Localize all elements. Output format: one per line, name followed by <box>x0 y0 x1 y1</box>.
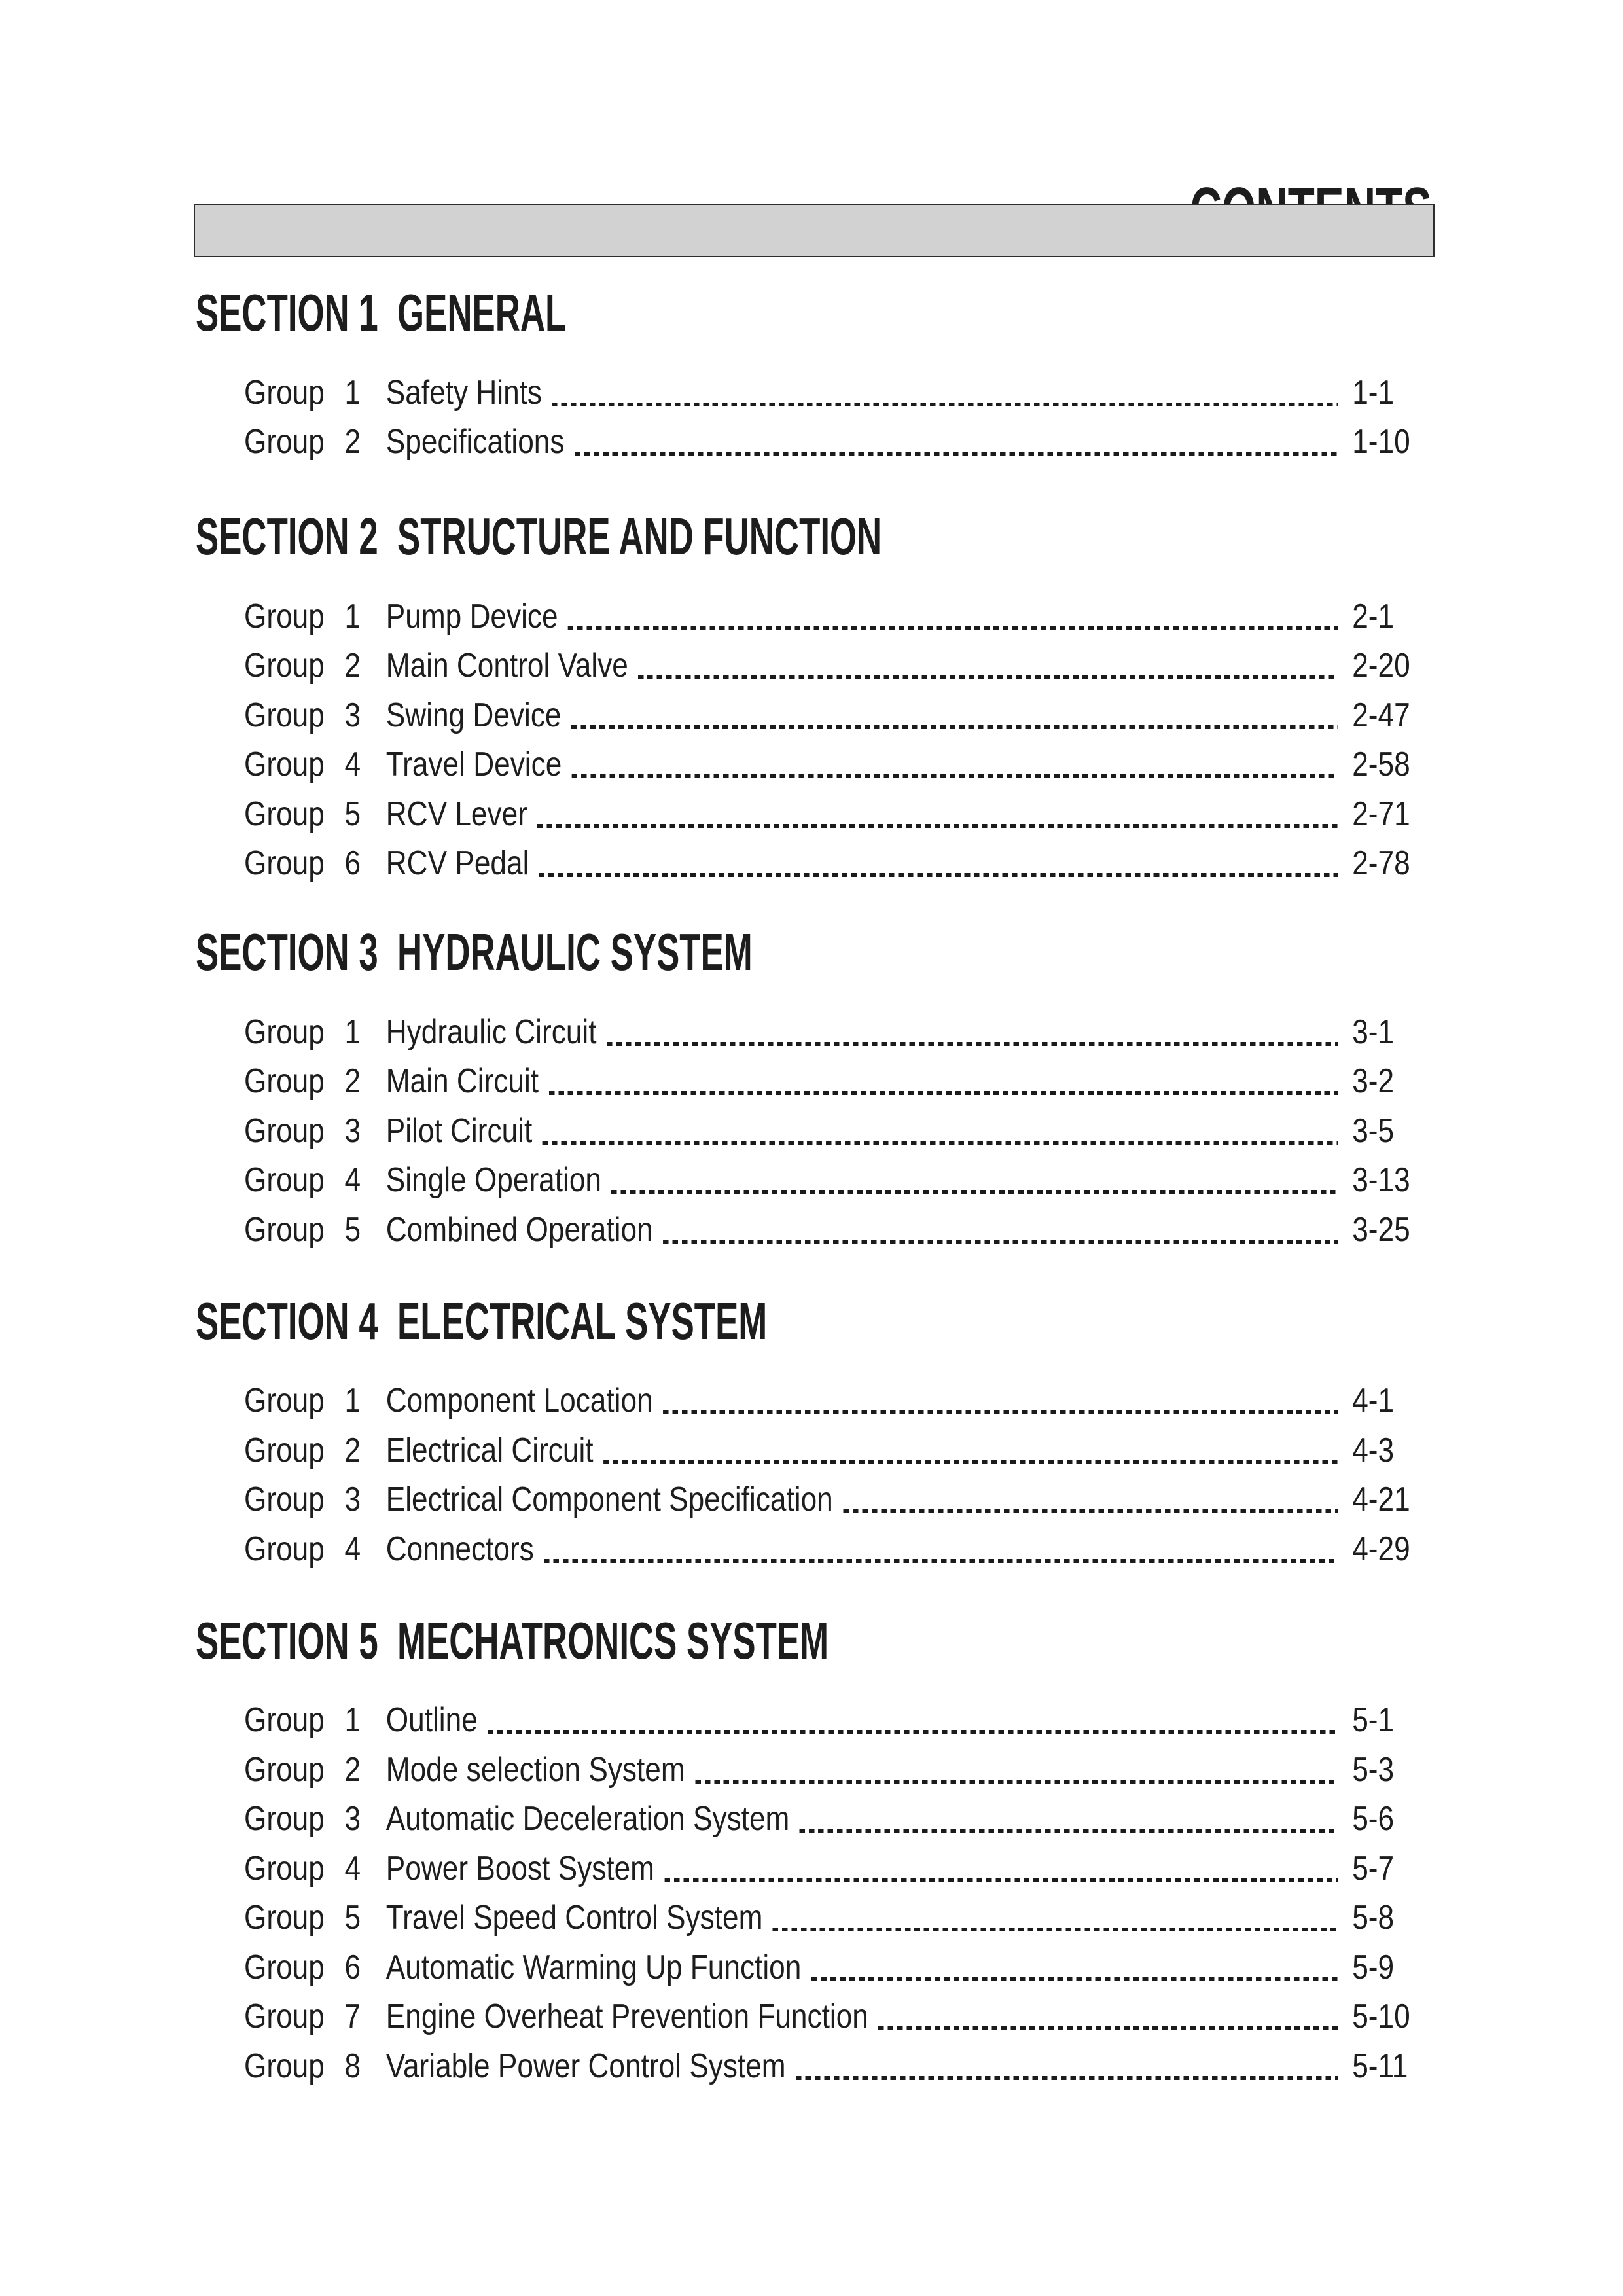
section-heading <box>196 923 1623 981</box>
toc-row <box>244 418 1414 467</box>
group-label: Group <box>244 1750 325 1789</box>
page-ref: 5-1 <box>1352 1701 1395 1740</box>
group-title: Single Operation <box>385 1161 602 1200</box>
group-number: 1 <box>344 1382 361 1420</box>
dot-leader <box>603 1460 1338 1464</box>
toc-row <box>244 1205 1414 1255</box>
toc-row <box>244 1426 1414 1475</box>
section-heading <box>196 507 1623 565</box>
group-title: Electrical Component Specification <box>385 1480 833 1519</box>
dot-leader <box>539 873 1338 877</box>
group-number: 6 <box>344 1948 361 1986</box>
group-label: Group <box>244 1111 325 1150</box>
group-label: Group <box>244 1480 325 1519</box>
group-title: Outline <box>385 1701 478 1740</box>
group-number: 2 <box>344 1750 361 1789</box>
group-number: 6 <box>344 844 361 883</box>
toc-row <box>244 839 1414 889</box>
page-ref: 1-10 <box>1352 423 1410 461</box>
dot-leader <box>548 1091 1338 1095</box>
page-ref: 3-5 <box>1352 1111 1395 1150</box>
toc-section <box>0 923 1623 1255</box>
page-ref: 2-58 <box>1352 745 1410 784</box>
toc-row <box>244 1893 1414 1943</box>
group-number: 3 <box>344 696 361 734</box>
group-title: Automatic Warming Up Function <box>385 1948 802 1986</box>
page-ref: 5-7 <box>1352 1849 1395 1888</box>
group-number: 5 <box>344 795 361 833</box>
dot-leader <box>572 774 1338 778</box>
group-number: 8 <box>344 2047 361 2085</box>
toc-row <box>244 1376 1414 1426</box>
group-title: Swing Device <box>385 696 562 734</box>
section-heading-text: SECTION 3 HYDRAULIC SYSTEM <box>196 923 753 981</box>
dot-leader <box>796 2076 1338 2080</box>
page-ref: 4-29 <box>1352 1530 1410 1568</box>
group-number: 4 <box>344 1530 361 1568</box>
page-ref: 4-21 <box>1352 1480 1410 1519</box>
group-label: Group <box>244 1998 325 2036</box>
toc-row <box>244 2041 1414 2091</box>
group-label: Group <box>244 647 325 685</box>
group-label: Group <box>244 1382 325 1420</box>
section-rows <box>0 592 1623 888</box>
page-ref: 3-13 <box>1352 1161 1410 1200</box>
dot-leader <box>552 403 1338 406</box>
group-label: Group <box>244 696 325 734</box>
toc-section <box>0 507 1623 888</box>
group-title: Travel Speed Control System <box>385 1899 763 1937</box>
group-label: Group <box>244 423 325 461</box>
group-title: Component Location <box>385 1382 653 1420</box>
group-number: 4 <box>344 745 361 784</box>
group-title: Pump Device <box>385 597 558 636</box>
toc-row <box>244 592 1414 641</box>
group-number: 2 <box>344 647 361 685</box>
section-heading <box>196 283 1623 342</box>
toc-row <box>244 1992 1414 2042</box>
page-ref: 2-78 <box>1352 844 1410 883</box>
toc-row <box>244 1795 1414 1844</box>
group-label: Group <box>244 1849 325 1888</box>
dot-leader <box>575 452 1338 456</box>
dot-leader <box>695 1780 1338 1784</box>
group-label: Group <box>244 1013 325 1051</box>
dot-leader <box>571 725 1338 729</box>
page-ref: 4-1 <box>1352 1382 1395 1420</box>
toc-row <box>244 740 1414 790</box>
section-rows <box>0 1007 1623 1255</box>
toc-section <box>0 283 1623 467</box>
page-ref: 5-3 <box>1352 1750 1395 1789</box>
toc-row <box>244 1524 1414 1574</box>
group-number: 3 <box>344 1111 361 1150</box>
group-number: 4 <box>344 1849 361 1888</box>
group-number: 5 <box>344 1899 361 1937</box>
page-ref: 3-25 <box>1352 1210 1410 1249</box>
page-ref: 5-8 <box>1352 1899 1395 1937</box>
toc-row <box>244 1844 1414 1893</box>
page-ref: 2-20 <box>1352 647 1410 685</box>
dot-leader <box>773 1928 1338 1931</box>
group-title: Main Control Valve <box>385 647 628 685</box>
page-ref: 5-9 <box>1352 1948 1395 1986</box>
toc-row <box>244 1007 1414 1057</box>
section-rows <box>0 1376 1623 1574</box>
group-number: 1 <box>344 373 361 412</box>
group-label: Group <box>244 1161 325 1200</box>
group-number: 5 <box>344 1210 361 1249</box>
group-title: Hydraulic Circuit <box>385 1013 597 1051</box>
group-number: 7 <box>344 1998 361 2036</box>
group-title: Combined Operation <box>385 1210 653 1249</box>
group-label: Group <box>244 1062 325 1101</box>
page-ref: 2-47 <box>1352 696 1410 734</box>
group-number: 2 <box>344 1431 361 1469</box>
dot-leader <box>568 626 1338 630</box>
group-title: Safety Hints <box>385 373 543 412</box>
group-label: Group <box>244 373 325 412</box>
group-label: Group <box>244 1899 325 1937</box>
group-title: Variable Power Control System <box>385 2047 786 2085</box>
section-heading <box>196 1291 1623 1350</box>
group-number: 1 <box>344 1701 361 1740</box>
dot-leader <box>843 1509 1338 1513</box>
dot-leader <box>664 1878 1338 1882</box>
dot-leader <box>544 1559 1338 1563</box>
toc-row <box>244 789 1414 839</box>
dot-leader <box>488 1730 1338 1734</box>
toc-row <box>244 641 1414 691</box>
dot-leader <box>611 1190 1338 1194</box>
page-ref: 2-71 <box>1352 795 1410 833</box>
section-heading-text: SECTION 2 STRUCTURE AND FUNCTION <box>196 507 882 565</box>
toc-row <box>244 1696 1414 1746</box>
page-ref: 3-2 <box>1352 1062 1395 1101</box>
group-title: Specifications <box>385 423 565 461</box>
section-heading-text: SECTION 1 GENERAL <box>196 283 567 342</box>
toc-row <box>244 1475 1414 1525</box>
page-ref: 5-10 <box>1352 1998 1410 2036</box>
dot-leader <box>537 824 1338 828</box>
group-title: Main Circuit <box>385 1062 539 1101</box>
section-heading <box>196 1611 1623 1670</box>
group-label: Group <box>244 1431 325 1469</box>
group-title: Travel Device <box>385 745 562 784</box>
dot-leader <box>607 1042 1338 1046</box>
toc-row <box>244 1156 1414 1206</box>
toc-row <box>244 1106 1414 1156</box>
section-rows <box>0 1696 1623 2091</box>
dot-leader <box>638 675 1338 679</box>
page-ref: 5-11 <box>1352 2047 1408 2085</box>
group-label: Group <box>244 1948 325 1986</box>
group-label: Group <box>244 795 325 833</box>
group-title: Automatic Deceleration System <box>385 1800 790 1839</box>
group-title: Pilot Circuit <box>385 1111 533 1150</box>
section-heading-text: SECTION 5 MECHATRONICS SYSTEM <box>196 1611 829 1670</box>
group-title: Mode selection System <box>385 1750 685 1789</box>
toc-row <box>244 1943 1414 1992</box>
group-label: Group <box>244 1210 325 1249</box>
toc-row <box>244 691 1414 740</box>
dot-leader <box>543 1141 1338 1145</box>
group-title: Electrical Circuit <box>385 1431 594 1469</box>
group-title: RCV Pedal <box>385 844 529 883</box>
group-label: Group <box>244 2047 325 2085</box>
group-title: RCV Lever <box>385 795 527 833</box>
group-number: 1 <box>344 1013 361 1051</box>
dot-leader <box>663 1410 1338 1414</box>
dot-leader <box>800 1829 1338 1833</box>
toc-row <box>244 1745 1414 1795</box>
group-number: 1 <box>344 597 361 636</box>
dot-leader <box>878 2026 1338 2030</box>
group-label: Group <box>244 844 325 883</box>
page-ref: 1-1 <box>1352 373 1395 412</box>
section-heading-text: SECTION 4 ELECTRICAL SYSTEM <box>196 1291 768 1350</box>
section-rows <box>0 368 1623 467</box>
group-number: 2 <box>344 423 361 461</box>
group-label: Group <box>244 597 325 636</box>
group-label: Group <box>244 1530 325 1568</box>
page-ref: 4-3 <box>1352 1431 1395 1469</box>
group-label: Group <box>244 1800 325 1839</box>
page-ref: 5-6 <box>1352 1800 1395 1839</box>
toc-row <box>244 368 1414 418</box>
group-label: Group <box>244 1701 325 1740</box>
group-title: Engine Overheat Prevention Function <box>385 1998 868 2036</box>
group-number: 3 <box>344 1800 361 1839</box>
group-number: 3 <box>344 1480 361 1519</box>
group-title: Connectors <box>385 1530 534 1568</box>
group-number: 4 <box>344 1161 361 1200</box>
page-ref: 3-1 <box>1352 1013 1395 1051</box>
toc-section <box>0 1611 1623 2091</box>
toc-row <box>244 1057 1414 1107</box>
group-title: Power Boost System <box>385 1849 654 1888</box>
dot-leader <box>812 1977 1338 1981</box>
dot-leader <box>663 1240 1338 1244</box>
page-ref: 2-1 <box>1352 597 1395 636</box>
toc-section <box>0 1291 1623 1574</box>
group-label: Group <box>244 745 325 784</box>
group-number: 2 <box>344 1062 361 1101</box>
